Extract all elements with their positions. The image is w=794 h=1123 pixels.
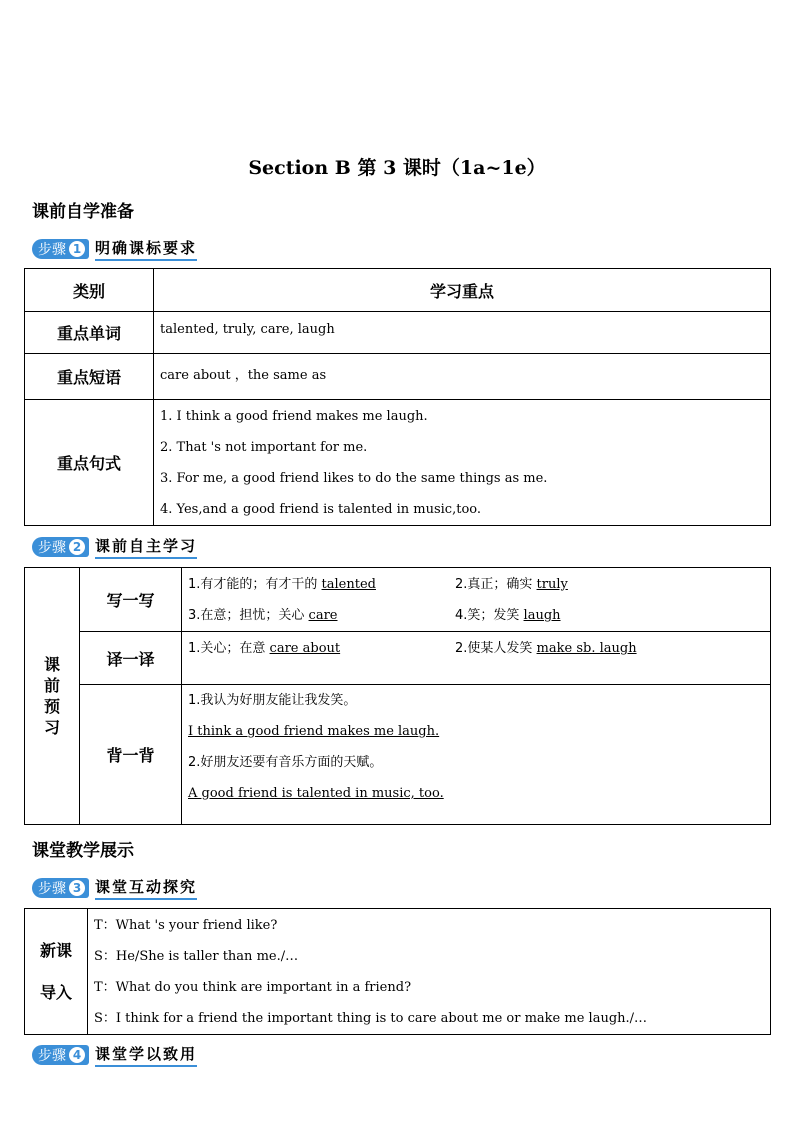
step-label: 课堂互动探究 (95, 876, 197, 900)
step-badge (32, 537, 89, 557)
preview-side-label (25, 568, 80, 825)
row-label-phrases: 重点短语 (25, 354, 154, 400)
translate-item-2: 2.使某人发笑 make sb. laugh (455, 641, 637, 656)
row-content-words (154, 312, 771, 354)
dialogue-line: S：He/She is taller than me./… (94, 949, 299, 964)
step-badge-text: 步骤 (38, 881, 66, 897)
step-badge (32, 1045, 89, 1065)
recite-content (182, 685, 771, 825)
translate-content (182, 632, 771, 685)
write-item-3: 3.在意；担忧；关心 care (188, 608, 338, 623)
preview-side-text: 课前预习 (43, 655, 60, 737)
step-2-header (32, 536, 197, 558)
step-label: 课前自主学习 (95, 535, 197, 559)
step-badge-text: 步骤 (38, 1048, 66, 1064)
row-content-sentences (154, 400, 771, 526)
dialogue-line: S：I think for a friend the important thing is to care about me or make me laugh./… (94, 1011, 648, 1026)
column-header-category: 类别 (25, 269, 154, 312)
sentence-line: 3. For me, a good friend likes to do the same things as me. (160, 471, 548, 486)
step-1-header (32, 238, 197, 260)
intro-table (24, 908, 771, 1035)
write-item-1: 1.有才能的；有才干的 talented (188, 577, 376, 592)
sentence-line: 1. I think a good friend makes me laugh. (160, 409, 428, 424)
step-badge-text: 步骤 (38, 242, 66, 258)
words-text: talented, truly, care, laugh (160, 322, 335, 337)
recite-line: 1.我认为好朋友能让我发笑。 (188, 693, 357, 708)
step-label: 明确课标要求 (95, 237, 197, 261)
section-heading-in-class: 课堂教学展示 (32, 841, 134, 861)
step-3-header (32, 877, 197, 899)
intro-side-bottom: 导入 (39, 982, 72, 1002)
write-content (182, 568, 771, 632)
translate-item-1: 1.关心；在意 care about (188, 641, 341, 656)
step-badge-text: 步骤 (38, 540, 66, 556)
step-number: 2 (69, 539, 85, 555)
write-item-2: 2.真正；确实 truly (455, 577, 568, 592)
step-number: 4 (69, 1047, 85, 1063)
write-item-4: 4.笑；发笑 laugh (455, 608, 561, 623)
translate-label: 译一译 (80, 632, 182, 685)
page-title: Section B 第 3 课时（1a~1e） (248, 157, 546, 179)
step-4-header (32, 1044, 197, 1066)
write-label: 写一写 (80, 568, 182, 632)
intro-side-top: 新课 (39, 940, 72, 960)
sentence-line: 4. Yes,and a good friend is talented in music,too. (160, 502, 481, 517)
goals-table (24, 268, 771, 526)
phrases-text: care about ，the same as (160, 368, 327, 383)
recite-line: 2.好朋友还要有音乐方面的天赋。 (188, 755, 383, 770)
row-label-words: 重点单词 (25, 312, 154, 354)
section-heading-pre-class: 课前自学准备 (32, 202, 134, 222)
step-badge (32, 878, 89, 898)
dialogue-line: T：What 's your friend like? (94, 918, 278, 933)
recite-line: I think a good friend makes me laugh. (188, 724, 440, 739)
intro-dialogue (88, 909, 771, 1035)
row-content-phrases (154, 354, 771, 400)
column-header-focus: 学习重点 (154, 269, 771, 312)
dialogue-line: T：What do you think are important in a friend? (94, 980, 412, 995)
preview-table (24, 567, 771, 825)
step-badge (32, 239, 89, 259)
sentence-line: 2. That 's not important for me. (160, 440, 368, 455)
step-number: 3 (69, 880, 85, 896)
step-label: 课堂学以致用 (95, 1043, 197, 1067)
recite-line: A good friend is talented in music, too. (188, 786, 444, 801)
recite-label: 背一背 (80, 685, 182, 825)
step-number: 1 (69, 241, 85, 257)
row-label-sentences: 重点句式 (25, 400, 154, 526)
intro-side-label (25, 909, 88, 1035)
